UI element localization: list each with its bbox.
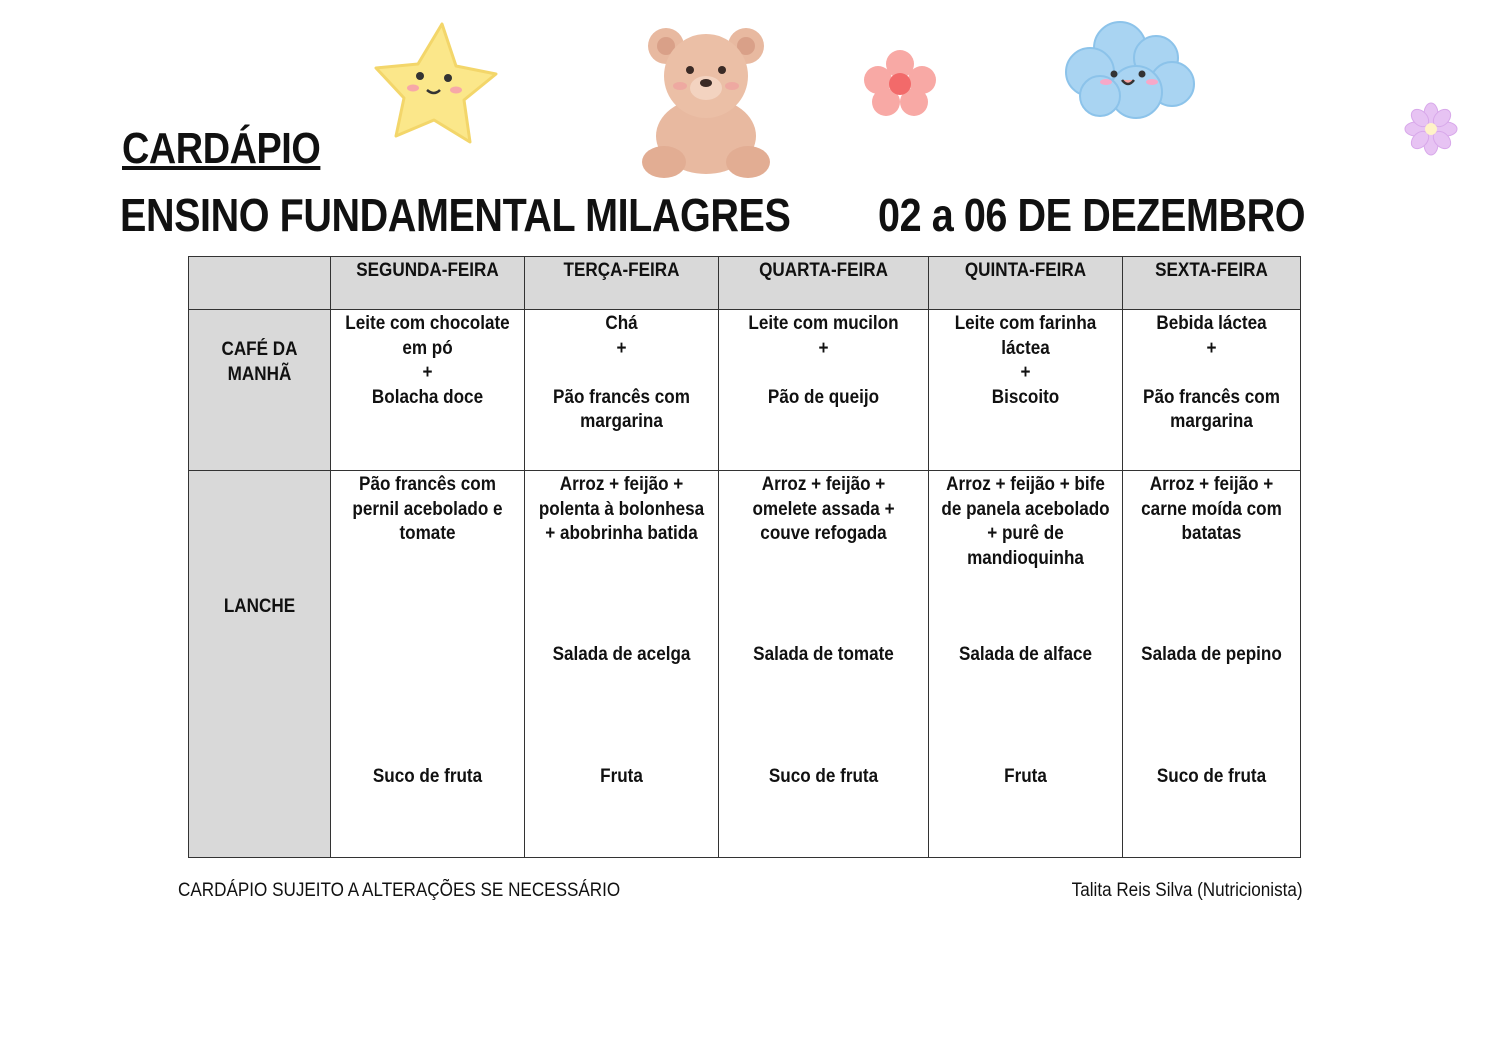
small-flower-icon <box>1404 102 1458 156</box>
star-icon <box>370 18 500 148</box>
teddy-bear-icon <box>636 16 776 180</box>
menu-line <box>729 361 917 386</box>
breakfast-label: CAFÉ DA <box>221 339 298 360</box>
menu-line: de panela acebolado <box>941 498 1110 520</box>
menu-table <box>188 256 1301 858</box>
drink-text: Fruta <box>1004 766 1047 787</box>
menu-line: mandioquinha <box>967 547 1084 569</box>
meal-cell <box>1123 310 1301 471</box>
menu-line: láctea <box>1001 337 1050 359</box>
menu-line: Arroz + feijão + <box>559 474 684 495</box>
drink-text: Suco de fruta <box>768 766 879 787</box>
menu-line: Leite com mucilon <box>748 313 899 334</box>
menu-line: + <box>616 337 627 359</box>
meal-cell <box>719 310 929 471</box>
flower-icon <box>856 48 944 118</box>
meal-cell <box>1123 471 1301 858</box>
school-name: ENSINO FUNDAMENTAL MILAGRES <box>120 189 791 241</box>
drink-text: Suco de fruta <box>372 766 483 787</box>
menu-line: Chá <box>605 313 638 334</box>
menu-line: + <box>818 337 829 359</box>
breakfast-label: MANHÃ <box>227 363 292 385</box>
day-header: SEXTA-FEIRA <box>1123 257 1301 310</box>
drink-text: Fruta <box>600 766 643 787</box>
lunch-label-cell <box>189 471 331 858</box>
salad-text: Salada de pepino <box>1141 644 1282 665</box>
day-header: TERÇA-FEIRA <box>525 257 719 310</box>
menu-line: Bolacha doce <box>371 386 484 408</box>
meal-cell <box>929 471 1123 858</box>
salad-text: Salada de tomate <box>753 644 894 665</box>
breakfast-row <box>189 310 1301 471</box>
menu-line: Arroz + feijão + <box>1149 474 1274 495</box>
menu-line: carne moída com <box>1141 498 1282 520</box>
menu-line: Biscoito <box>991 386 1060 408</box>
meal-cell <box>331 471 525 858</box>
menu-line: pernil acebolado e <box>352 498 503 520</box>
drink-text: Suco de fruta <box>1156 766 1267 787</box>
meal-cell <box>331 310 525 471</box>
menu-line: tomate <box>399 523 456 544</box>
day-header: SEGUNDA-FEIRA <box>331 257 525 310</box>
day-header: QUINTA-FEIRA <box>929 257 1123 310</box>
menu-line: batatas <box>1181 523 1242 544</box>
menu-line: em pó <box>402 337 453 359</box>
menu-line: margarina <box>1170 411 1253 432</box>
cloud-icon <box>1060 18 1200 122</box>
menu-line <box>1132 361 1291 386</box>
menu-line: + <box>1020 362 1031 383</box>
menu-line: Arroz + feijão + <box>761 474 886 495</box>
salad-text: Salada de acelga <box>552 644 691 665</box>
menu-line: Bebida láctea <box>1156 313 1267 334</box>
meal-cell <box>929 310 1123 471</box>
lunch-row <box>189 471 1301 858</box>
footer-note: CARDÁPIO SUJEITO A ALTERAÇÕES SE NECESSÁRIO <box>178 880 621 901</box>
page-title: CARDÁPIO <box>122 124 321 173</box>
menu-line: couve refogada <box>760 523 887 544</box>
menu-line: omelete assada + <box>752 498 895 520</box>
table-header-row <box>189 257 1301 310</box>
menu-line: + abobrinha batida <box>545 523 698 544</box>
meal-cell <box>719 471 929 858</box>
menu-line: + purê de <box>987 523 1064 544</box>
date-range: 02 a 06 DE DEZEMBRO <box>878 189 1306 241</box>
menu-line: Pão francês com <box>1143 386 1280 408</box>
menu-line: + <box>1206 337 1217 359</box>
day-header: QUARTA-FEIRA <box>719 257 929 310</box>
menu-line: Pão francês com <box>359 474 496 495</box>
footer-author: Talita Reis Silva (Nutricionista) <box>1072 880 1303 901</box>
menu-line: Pão francês com <box>553 386 690 408</box>
meal-cell <box>525 471 719 858</box>
menu-line: + <box>422 362 433 383</box>
menu-line <box>535 361 709 386</box>
menu-line: Pão de queijo <box>767 386 880 408</box>
breakfast-label-cell <box>189 310 331 471</box>
menu-line: margarina <box>580 411 663 432</box>
menu-line: Arroz + feijão + bife <box>946 474 1105 495</box>
lunch-label: LANCHE <box>223 596 296 617</box>
menu-line: polenta à bolonhesa <box>538 498 705 520</box>
menu-line: Leite com farinha <box>954 313 1097 334</box>
meal-cell <box>525 310 719 471</box>
menu-line: Leite com chocolate <box>345 313 510 334</box>
salad-text: Salada de alface <box>958 644 1093 665</box>
corner-cell <box>189 257 331 310</box>
